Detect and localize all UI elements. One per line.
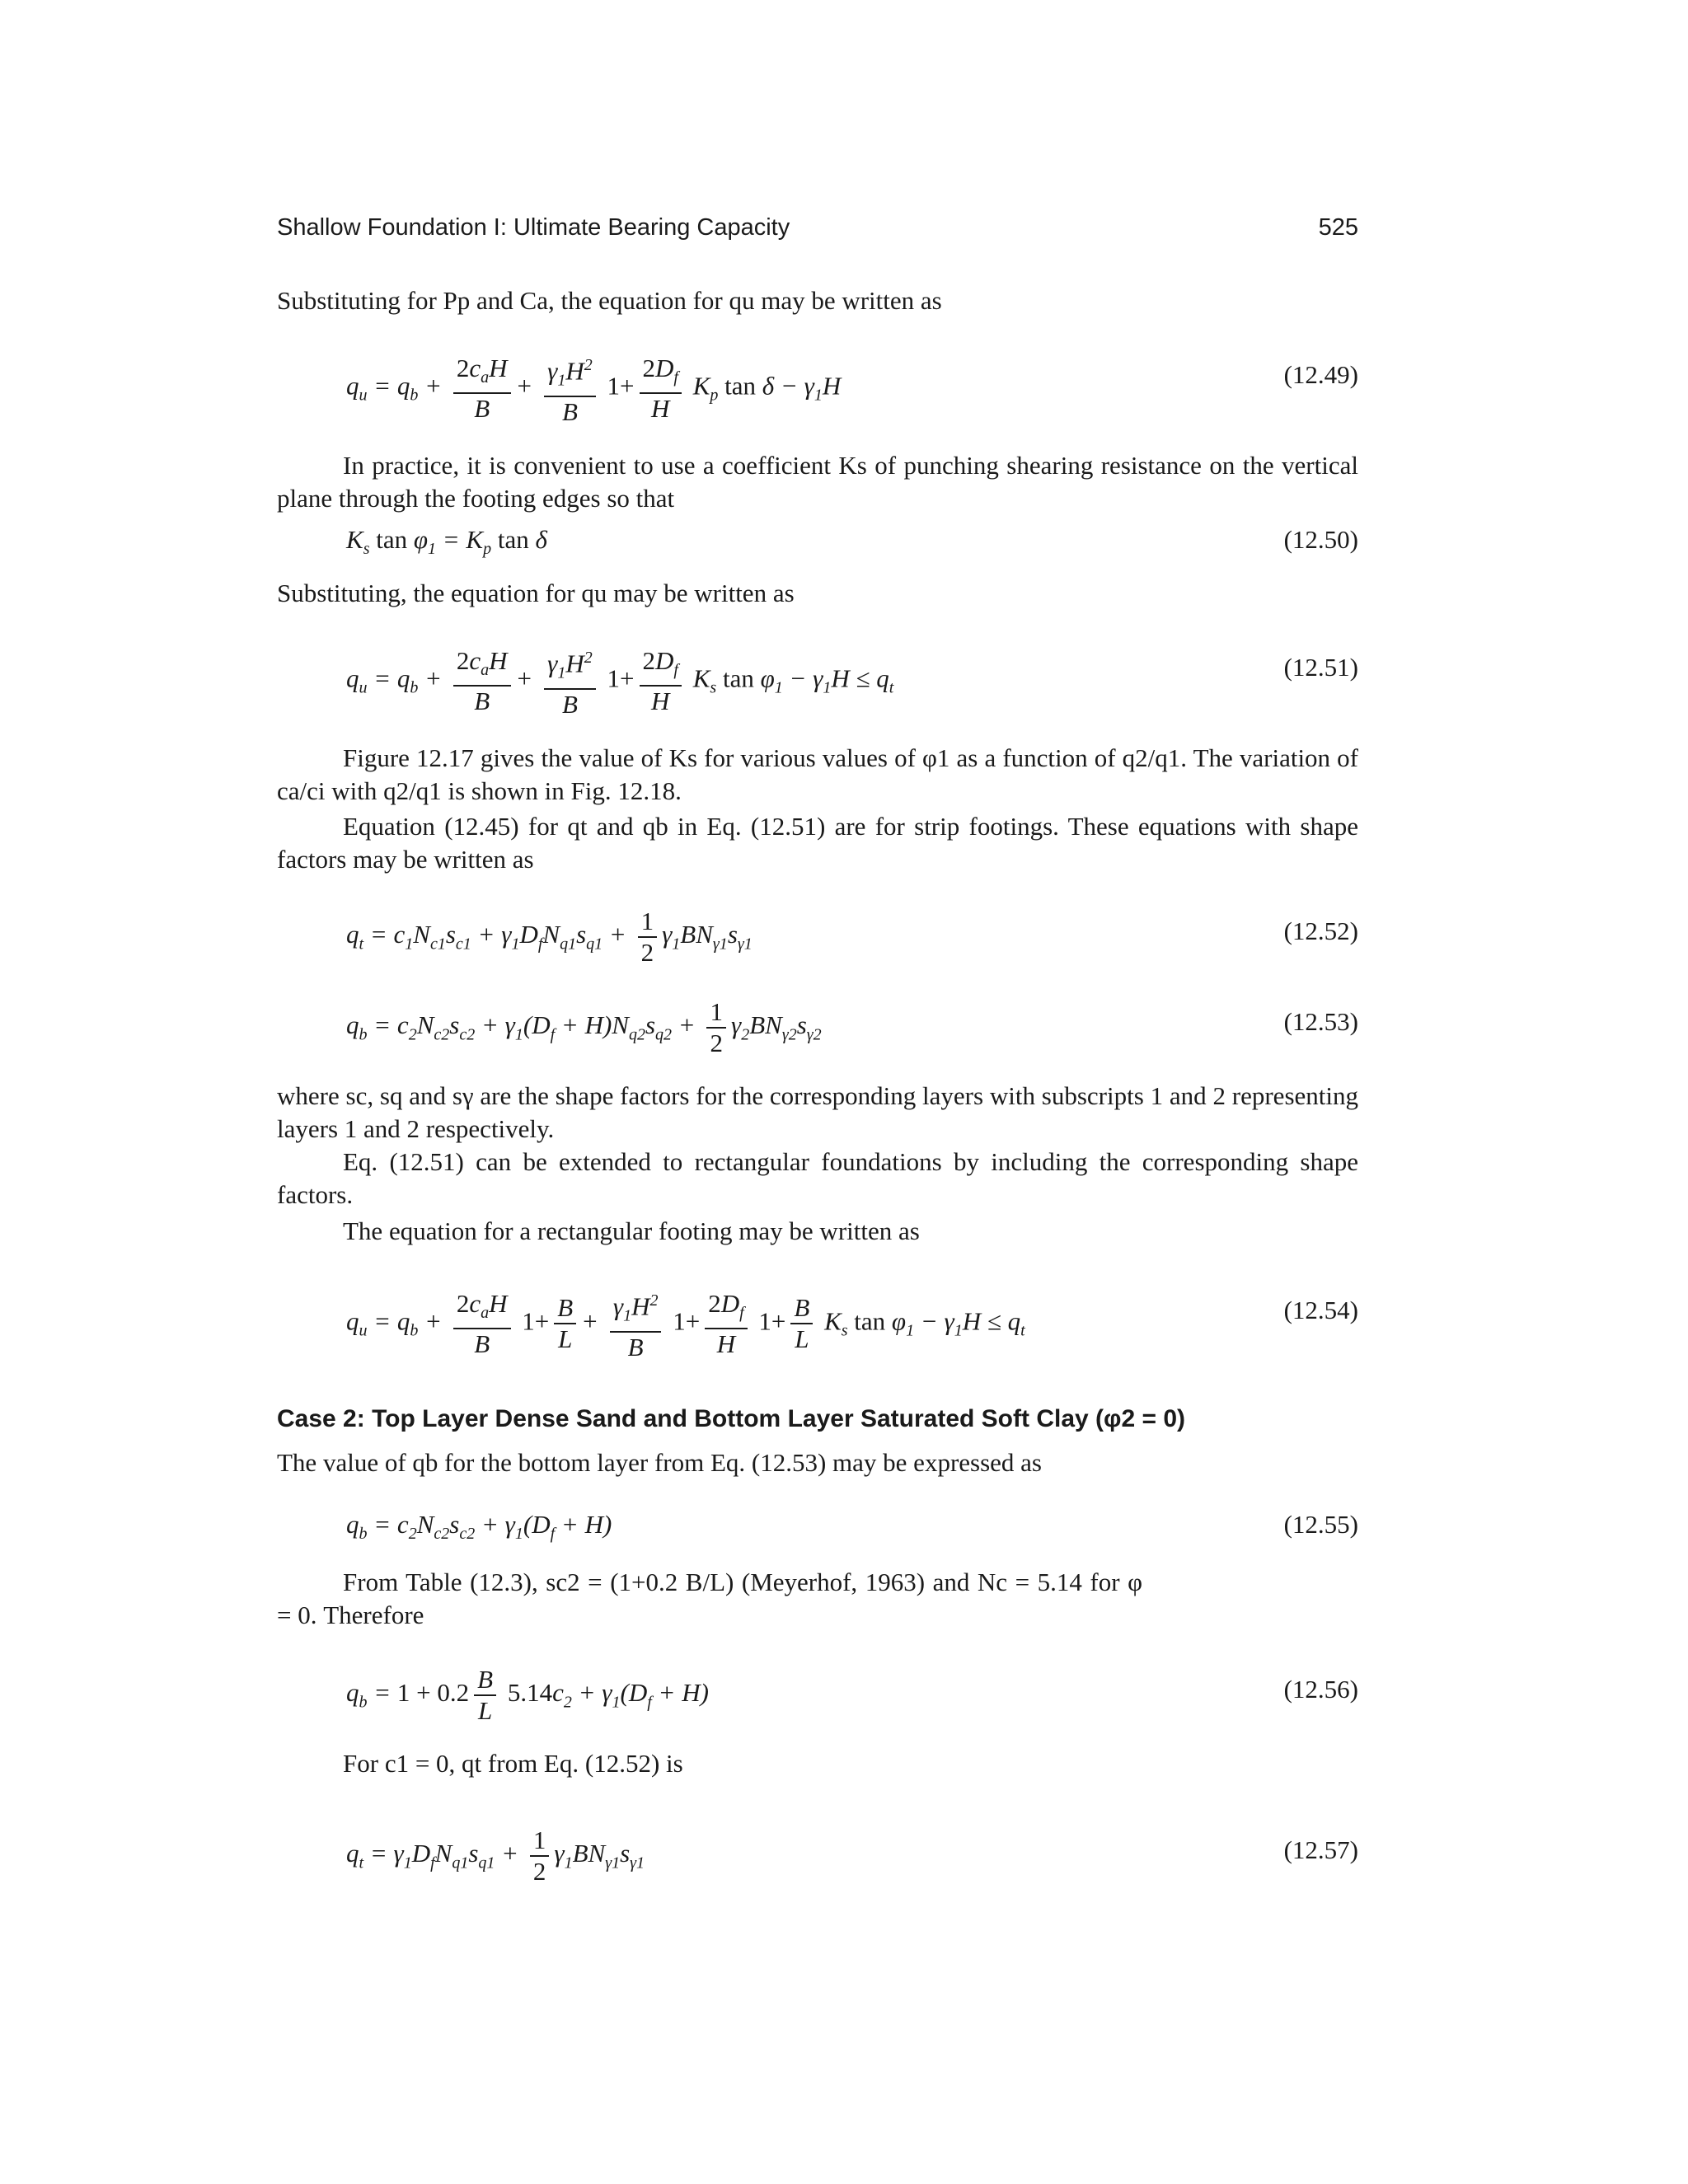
paragraph: The value of qb for the bottom layer from Eq. (12.53) may be expressed as <box>277 1448 1042 1477</box>
paragraph: From Table (12.3), sc2 = (1+0.2 B/L) (Meyerhof, 1963) and Nc = 5.14 for φ = 0. Therefore <box>277 1568 1142 1629</box>
equation-number: (12.50) <box>1283 525 1358 554</box>
equation-12-54 <box>277 1286 1358 1361</box>
equation-body: $q_u = q_b$ + $\frac{2c_aH}{B}$ + $\frac{\gamma_1H^2}{B}$ 1+ $\frac{2D_f}{H}$ $K_p$ $\tan \delta - \gamma_1H$ <box>346 350 841 427</box>
equation-12-51 <box>277 643 1358 719</box>
equation-body: $q_t = \gamma_1D_fN_{q1}s_{q1}$ + $\frac{1}{2}$ $\gamma_1BN_{\gamma 1}s_{\gamma 1}$ <box>346 1825 645 1886</box>
equation-body: $q_t = c_1N_{c1}s_{c1} + \gamma_1D_fN_{q1}s_{q1}$ + $\frac{1}{2}$ $\gamma_1BN_{\gamma 1}s_{\gamma 1}$ <box>346 907 753 967</box>
equation-12-57 <box>277 1825 1358 1891</box>
equation-body: $q_u = q_b$ + $\frac{2c_aH}{B}$ + $\frac{\gamma_1H^2}{B}$ 1+ $\frac{2D_f}{H}$ $K_s$ $\tan \varphi_1 - \gamma_1H \le q_t$ <box>346 643 893 719</box>
equation-12-56 <box>277 1665 1358 1731</box>
paragraph: Eq. (12.51) can be extended to rectangular foundations by including the corresponding shape factors. <box>277 1147 1358 1209</box>
paragraph: where sc, sq and sγ are the shape factors for the corresponding layers with subscripts 1 and 2 representing layers 1 and 2 respectively. <box>277 1081 1358 1143</box>
equation-number: (12.49) <box>1283 360 1358 389</box>
equation-body: $q_b = c_2N_{c2}s_{c2} + \gamma_1(D_f + H)$ <box>346 1510 612 1544</box>
equation-12-55 <box>277 1508 1358 1545</box>
equation-number: (12.53) <box>1283 1007 1358 1036</box>
equation-number: (12.52) <box>1283 916 1358 945</box>
equation-number: (12.57) <box>1283 1835 1358 1864</box>
paragraph: Figure 12.17 gives the value of Ks for various values of φ1 as a function of q2/q1. The variation of ca/ci with q2/q1 is shown in Fig. 12.18. <box>277 743 1358 805</box>
paragraph: In practice, it is convenient to use a coefficient Ks of punching shearing resistance on the vertical plane through the footing edges so that <box>277 451 1358 513</box>
paragraph: For c1 = 0, qt from Eq. (12.52) is <box>343 1749 683 1778</box>
paragraph: Substituting, the equation for qu may be written as <box>277 579 795 607</box>
paragraph: The equation for a rectangular footing may be written as <box>343 1216 920 1245</box>
equation-12-50 <box>277 523 1358 560</box>
equation-body: $q_b = c_2N_{c2}s_{c2} + \gamma_1(D_f + H)N_{q2}s_{q2}$ + $\frac{1}{2}$ $\gamma_2BN_{\gamma 2}s_{\gamma 2}$ <box>346 997 822 1057</box>
equation-12-52 <box>277 907 1358 972</box>
equation-number: (12.51) <box>1283 653 1358 682</box>
equation-number: (12.56) <box>1283 1675 1358 1704</box>
paragraph: Equation (12.45) for qt and qb in Eq. (12.51) are for strip footings. These equations with shape factors may be written as <box>277 812 1358 874</box>
equation-12-49 <box>277 350 1358 426</box>
equation-number: (12.55) <box>1283 1510 1358 1539</box>
section-heading: Case 2: Top Layer Dense Sand and Bottom Layer Saturated Soft Clay (φ2 = 0) <box>277 1405 1186 1432</box>
equation-body: $q_b = 1 + 0.2$ $\frac{B}{L}$ $5.14c_2 + \gamma_1(D_f + H)$ <box>346 1665 709 1725</box>
equation-body: $K_s$ $\tan \varphi_1 = K_p$ tan δ <box>346 525 547 559</box>
paragraph: Substituting for Pp and Ca, the equation for qu may be written as <box>277 286 942 315</box>
equation-12-53 <box>277 997 1358 1063</box>
running-title: Shallow Foundation I: Ultimate Bearing Capacity <box>277 214 790 241</box>
equation-body: $q_u = q_b$ + $\frac{2c_aH}{B}$ 1+ $\frac{B}{L}$ + $\frac{\gamma_1H^2}{B}$ 1+ $\frac{2D_f}{H}$ 1+ $\frac{B}{L}$ $K_s$ $\tan \varphi_1 - \gamma_1H \le q_t$ <box>346 1286 1025 1362</box>
page-number: 525 <box>1318 214 1358 241</box>
equation-number: (12.54) <box>1283 1296 1358 1324</box>
running-head <box>277 214 1358 241</box>
